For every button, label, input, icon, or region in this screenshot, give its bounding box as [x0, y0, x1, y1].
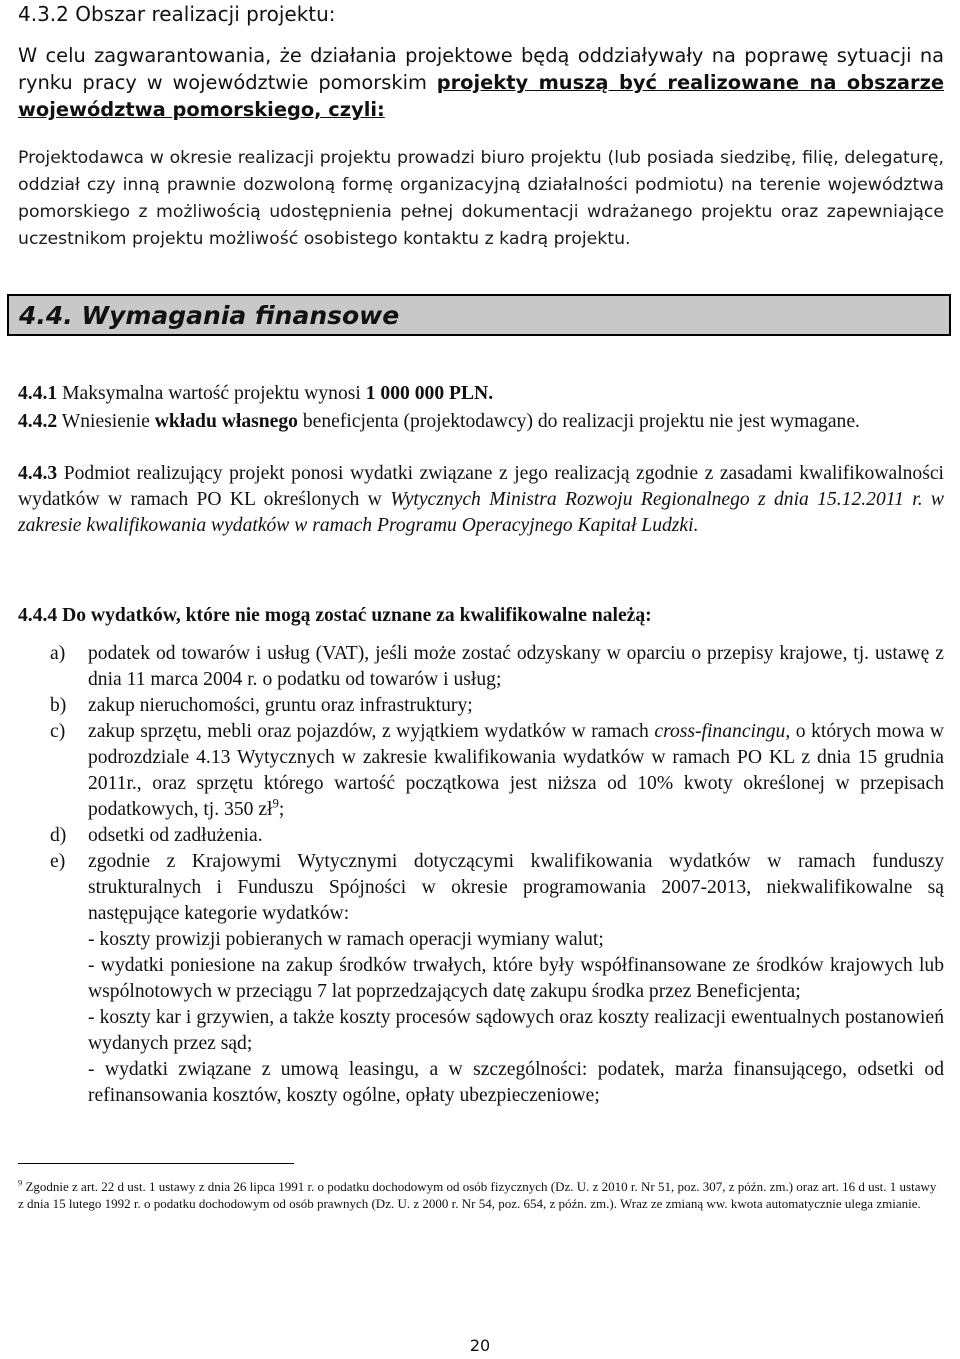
- paragraph-area-office: Projektodawca w okresie realizacji projektu prowadzi biuro projektu (lub posiada siedzibę, filię, delegaturę, oddział czy inną prawnie dozwoloną formę organizacyjną działalności podmiotu) na terenie województwa pomorskiego z możliwością udostępnienia pełnej dokumentacji wdrażanego projektu oraz zapewniające uczestnikom projektu możliwość osobistego kontaktu z kadrą projektu.: [18, 148, 944, 249]
- item-text: Wniesienie: [57, 411, 155, 432]
- item-4-4-1: [18, 381, 944, 407]
- list-italic: cross-financingu,: [654, 721, 791, 742]
- item-4-4-4: [18, 603, 944, 629]
- list-text: odsetki od zadłużenia.: [88, 825, 263, 846]
- item-text: beneficjenta (projektodawcy) do realizacji projektu nie jest wymagane.: [297, 411, 860, 432]
- item-4-4-2: [18, 409, 944, 435]
- list-item-b: [18, 693, 944, 719]
- sub-item-2: - wydatki poniesione na zakup środków trwałych, które były współfinansowane ze środków krajowych lub wspólnotowych w przeciągu 7 lat poprzedzających datę zakupu środka przez Beneficjenta;: [88, 955, 944, 1002]
- list-item-c: [18, 719, 944, 823]
- sub-item-1: - koszty prowizji pobieranych w ramach operacji wymiany walut;: [88, 929, 604, 950]
- section-title-4-3-2: 4.3.2 Obszar realizacji projektu:: [18, 2, 336, 26]
- item-number: 4.4.4: [18, 605, 58, 626]
- list-label: e): [50, 851, 66, 872]
- page-number: 20: [469, 1336, 491, 1355]
- list-item-e: [18, 849, 944, 1109]
- sub-item-3: - koszty kar i grzywien, a także koszty procesów sądowych oraz koszty realizacji ewentualnych postanowień wydanych przez sąd;: [88, 1007, 944, 1054]
- paragraph-text: W celu zagwarantowania, że działania projektowe będą oddziaływały na poprawę sytuacji na rynku pracy w województwie pomorskim: [18, 44, 944, 94]
- list-label: d): [50, 825, 67, 846]
- item-italic-reference: Wytycznych Ministra Rozwoju Regionalnego z dnia 15.12.2011 r. w zakresie kwalifikowania wydatków w ramach Programu Operacyjnego Kapitał Ludzki.: [18, 489, 945, 536]
- list-text: zakup sprzętu, mebli oraz pojazdów, z wyjątkiem wydatków w ramach: [88, 721, 655, 742]
- emphasis-underlined: projekty muszą być realizowane na obszarze województwa pomorskiego, czyli:: [18, 71, 945, 121]
- item-emphasis: wkładu własnego: [154, 411, 298, 432]
- item-number: 4.4.2: [18, 411, 58, 432]
- list-text: podatek od towarów i usług (VAT), jeśli może zostać odzyskany w oparciu o przepisy krajowe, tj. ustawę z dnia 11 marca 2004 r. o podatku od towarów i usług;: [88, 643, 944, 690]
- list-text: zgodnie z Krajowymi Wytycznymi dotyczącymi kwalifikowania wydatków w ramach funduszy strukturalnych i Funduszu Spójności w okresie programowania 2007-2013, niekwalifikowalne są następujące kategorie wydatków:: [88, 851, 944, 924]
- sub-item-4: - wydatki związane z umową leasingu, a w szczególności: podatek, marża finansującego, odsetki od refinansowania kosztów, koszty ogólne, opłaty ubezpieczeniowe;: [88, 1059, 944, 1106]
- ineligible-expenses-list: [18, 641, 944, 1109]
- section-heading-4-4: 4.4. Wymagania finansowe: [19, 301, 400, 330]
- footnote: [18, 1178, 944, 1212]
- item-number: 4.4.1: [18, 383, 58, 404]
- section-heading-bar: [7, 294, 951, 336]
- list-text: o których mowa w podrozdziale 4.13 Wytycznych w zakresie kwalifikowania wydatków w ramach PO KL z dnia 15 grudnia 2011r., oraz sprzętu którego wartość początkowa jest niższa od 10% kwoty określonej w przepisach podatkowych, tj. 350 zł: [88, 721, 944, 820]
- list-label: b): [50, 695, 67, 716]
- footnote-divider: [18, 1163, 294, 1164]
- list-text: ;: [278, 799, 285, 820]
- item-number: 4.4.3: [18, 463, 58, 484]
- item-text: Maksymalna wartość projektu wynosi: [57, 383, 366, 404]
- paragraph-area-intro: [18, 42, 944, 123]
- max-value: 1 000 000 PLN.: [365, 383, 494, 404]
- footnote-text: Zgodnie z art. 22 d ust. 1 ustawy z dnia 26 lipca 1991 r. o podatku dochodowym od osób fizycznych (Dz. U. z 2010 r. Nr 51, poz. 307, z późn. zm.) oraz art. 16 d ust. 1 ustawy z dnia 15 lutego 1992 r. o podatku dochodowym od osób prawnych (Dz. U. z 2000 r. Nr 54, poz. 654, z późn. zm.). Wraz ze zmianą ww. kwota automatycznie ulega zmianie.: [18, 1179, 937, 1211]
- list-item-d: [18, 823, 944, 849]
- footnote-mark: 9: [18, 1177, 23, 1188]
- list-text: zakup nieruchomości, gruntu oraz infrastruktury;: [88, 695, 473, 716]
- item-4-4-3: [18, 461, 944, 539]
- list-label: c): [50, 721, 66, 742]
- item-heading: Do wydatków, które nie mogą zostać uznane za kwalifikowalne należą:: [57, 605, 652, 626]
- list-label: a): [50, 643, 66, 664]
- footnote-ref: 9: [272, 796, 279, 811]
- item-text: Podmiot realizujący projekt ponosi wydatki związane z jego realizacją zgodnie z zasadami kwalifikowalności wydatków w ramach PO KL określonych w: [18, 463, 944, 510]
- list-item-a: [18, 641, 944, 693]
